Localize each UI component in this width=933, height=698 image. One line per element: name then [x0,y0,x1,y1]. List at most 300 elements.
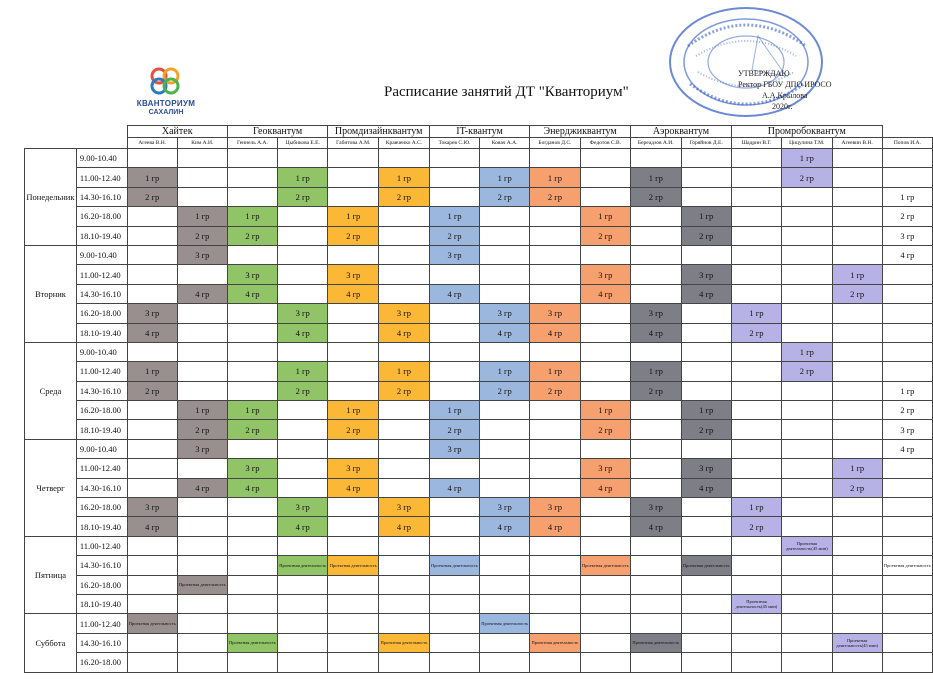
empty-cell [731,362,781,381]
empty-cell [127,653,177,672]
group-cell: 1 гр [227,207,277,226]
empty-cell [278,226,328,245]
empty-cell [227,556,277,575]
empty-cell [480,226,530,245]
empty-cell [731,245,781,264]
empty-cell [480,653,530,672]
group-cell: 4 гр [530,517,580,536]
day-cell: Среда [25,342,77,439]
teacher-header: Кравченко А.С. [379,138,430,149]
empty-cell [328,342,379,361]
empty-cell [177,265,227,284]
schedule-row [25,459,933,478]
group-cell: 4 гр [580,478,630,497]
empty-cell [882,498,932,517]
group-cell: 1 гр [530,168,580,187]
empty-cell [480,284,530,303]
schedule-row [25,342,933,361]
empty-cell [580,362,630,381]
empty-cell [429,653,479,672]
empty-cell [832,381,882,400]
group-cell: 2 гр [731,517,781,536]
group-cell: 1 гр [631,168,681,187]
empty-cell [530,478,580,497]
empty-cell [177,323,227,342]
schedule-row [25,614,933,633]
group-cell: 3 гр [530,304,580,323]
group-cell: 1 гр [328,401,379,420]
empty-cell [328,149,379,168]
group-cell: 1 гр [328,207,379,226]
empty-cell [127,536,177,555]
direction-header: Геоквантум [227,126,328,138]
empty-cell [379,478,430,497]
empty-cell [832,187,882,206]
empty-cell [631,149,681,168]
empty-cell [580,149,630,168]
group-cell: 3 гр [127,304,177,323]
schedule-row [25,265,933,284]
group-cell: 2 гр [631,381,681,400]
empty-cell [278,420,328,439]
empty-cell [127,284,177,303]
group-cell: 2 гр [530,381,580,400]
empty-cell [782,439,832,458]
empty-cell [379,149,430,168]
empty-cell [379,342,430,361]
empty-cell [127,401,177,420]
empty-cell [731,478,781,497]
empty-cell [681,362,731,381]
empty-cell [731,420,781,439]
direction-header-row [25,126,933,138]
schedule-row [25,653,933,672]
schedule-row [25,478,933,497]
group-cell: 2 гр [681,420,731,439]
empty-cell [631,245,681,264]
approval-line: Ректор ГБОУ ДПО ИРОСО [738,80,832,89]
empty-cell [227,575,277,594]
empty-cell [328,304,379,323]
group-cell: 2 гр [731,323,781,342]
empty-cell [328,633,379,652]
empty-cell [127,556,177,575]
empty-cell [782,284,832,303]
time-cell: 14.30-16.10 [76,284,127,303]
empty-cell [731,536,781,555]
group-cell: 2 гр [882,207,932,226]
teacher-header: Ковач А.А. [480,138,530,149]
empty-cell [832,614,882,633]
empty-cell [177,633,227,652]
empty-cell [177,168,227,187]
group-cell: 1 гр [177,401,227,420]
empty-cell [177,536,227,555]
teacher-header-row [25,138,933,149]
empty-cell [328,594,379,613]
empty-cell [177,517,227,536]
group-cell: 1 гр [480,168,530,187]
group-cell: 2 гр [631,187,681,206]
project-activity-cell: Проектная деятельность [681,556,731,575]
group-cell: 3 гр [530,498,580,517]
empty-cell [832,362,882,381]
empty-cell [227,536,277,555]
empty-cell [731,439,781,458]
empty-cell [681,614,731,633]
empty-cell [480,536,530,555]
empty-cell [227,304,277,323]
group-cell: 3 гр [580,459,630,478]
day-cell: Четверг [25,439,77,536]
group-cell: 4 гр [227,284,277,303]
group-cell: 1 гр [278,362,328,381]
empty-cell [731,633,781,652]
empty-cell [127,245,177,264]
empty-cell [681,245,731,264]
empty-cell [328,614,379,633]
group-cell: 1 гр [681,401,731,420]
empty-cell [631,420,681,439]
direction-header: Промробоквантум [731,126,882,138]
empty-cell [227,168,277,187]
empty-cell [631,439,681,458]
group-cell: 3 гр [882,420,932,439]
empty-cell [681,536,731,555]
empty-cell [379,226,430,245]
empty-cell [530,149,580,168]
empty-cell [379,536,430,555]
empty-cell [832,168,882,187]
group-cell: 1 гр [882,381,932,400]
empty-cell [127,439,177,458]
empty-cell [278,265,328,284]
group-cell: 4 гр [379,517,430,536]
empty-cell [530,284,580,303]
empty-cell [177,187,227,206]
group-cell: 1 гр [530,362,580,381]
empty-cell [328,168,379,187]
time-cell: 16.20-18.00 [76,207,127,226]
empty-cell [731,226,781,245]
schedule-row [25,245,933,264]
empty-cell [782,401,832,420]
empty-cell [278,342,328,361]
group-cell: 1 гр [278,168,328,187]
empty-cell [882,149,932,168]
group-cell: 2 гр [782,362,832,381]
empty-cell [731,575,781,594]
empty-cell [177,594,227,613]
group-cell: 1 гр [782,342,832,361]
empty-cell [681,381,731,400]
direction-header: Хайтек [127,126,227,138]
group-cell: 1 гр [631,362,681,381]
empty-cell [278,439,328,458]
empty-cell [127,342,177,361]
empty-cell [782,556,832,575]
empty-cell [429,517,479,536]
empty-cell [782,653,832,672]
project-activity-cell: Проектная деятельность [429,556,479,575]
group-cell: 3 гр [278,498,328,517]
group-cell: 2 гр [832,478,882,497]
group-cell: 2 гр [580,420,630,439]
empty-cell [480,149,530,168]
group-cell: 2 гр [278,381,328,400]
project-activity-cell: Проектная деятельность [127,614,177,633]
empty-cell [177,556,227,575]
group-cell: 4 гр [631,323,681,342]
schedule-row [25,226,933,245]
schedule-table [24,125,933,673]
empty-cell [681,594,731,613]
empty-cell [832,575,882,594]
empty-cell [882,265,932,284]
empty-cell [580,594,630,613]
empty-cell [429,342,479,361]
empty-cell [227,149,277,168]
group-cell: 1 гр [379,362,430,381]
schedule-row [25,187,933,206]
time-cell: 11.00-12.40 [76,536,127,555]
empty-cell [832,342,882,361]
empty-cell [580,342,630,361]
time-cell: 11.00-12.40 [76,459,127,478]
project-activity-cell: Проектная деятельность [379,633,430,652]
day-cell: Понедельник [25,149,77,246]
empty-cell [631,226,681,245]
empty-cell [580,517,630,536]
empty-cell [631,556,681,575]
empty-cell [631,342,681,361]
empty-cell [832,401,882,420]
empty-cell [328,187,379,206]
empty-cell [429,362,479,381]
group-cell: 3 гр [379,304,430,323]
group-cell: 4 гр [480,323,530,342]
group-cell: 2 гр [832,284,882,303]
empty-cell [681,323,731,342]
empty-cell [177,653,227,672]
group-cell: 3 гр [429,245,479,264]
kvantorium-logo [128,66,204,126]
empty-cell [681,575,731,594]
empty-cell [328,323,379,342]
empty-cell [882,575,932,594]
project-activity-cell: Проектная деятельность [278,556,328,575]
empty-cell [278,149,328,168]
group-cell: 4 гр [278,517,328,536]
group-cell: 3 гр [127,498,177,517]
empty-cell [127,149,177,168]
time-cell: 11.00-12.40 [76,265,127,284]
empty-cell [177,614,227,633]
empty-cell [782,633,832,652]
corner-blank [25,126,128,149]
teacher-header: Горяйнов Д.Е. [681,138,731,149]
group-cell: 2 гр [882,401,932,420]
empty-cell [480,575,530,594]
group-cell: 2 гр [227,226,277,245]
project-activity-cell: Проектная деятельность [882,556,932,575]
group-cell: 1 гр [731,498,781,517]
schedule-row [25,517,933,536]
empty-cell [278,284,328,303]
empty-cell [328,536,379,555]
empty-cell [127,575,177,594]
empty-cell [530,265,580,284]
empty-cell [832,304,882,323]
empty-cell [429,265,479,284]
group-cell: 2 гр [480,381,530,400]
schedule-row [25,498,933,517]
empty-cell [379,614,430,633]
time-cell: 14.30-16.10 [76,187,127,206]
empty-cell [429,536,479,555]
group-cell: 1 гр [681,207,731,226]
teacher-header: Федотов С.В. [580,138,630,149]
empty-cell [681,342,731,361]
group-cell: 4 гр [631,517,681,536]
group-cell: 1 гр [580,207,630,226]
empty-cell [278,653,328,672]
empty-cell [681,439,731,458]
empty-cell [631,536,681,555]
schedule-row [25,401,933,420]
group-cell: 4 гр [177,478,227,497]
empty-cell [328,653,379,672]
empty-cell [480,556,530,575]
group-cell: 3 гр [177,439,227,458]
empty-cell [227,323,277,342]
empty-cell [278,614,328,633]
group-cell: 2 гр [278,187,328,206]
empty-cell [832,517,882,536]
empty-cell [227,439,277,458]
empty-cell [631,575,681,594]
group-cell: 3 гр [480,498,530,517]
schedule-row [25,168,933,187]
teacher-header: Геннель А.А. [227,138,277,149]
empty-cell [782,304,832,323]
empty-cell [580,536,630,555]
empty-cell [429,459,479,478]
empty-cell [731,381,781,400]
schedule-row [25,362,933,381]
teacher-header: Агеева В.Н. [127,138,177,149]
empty-cell [782,420,832,439]
empty-cell [227,342,277,361]
group-cell: 4 гр [177,284,227,303]
group-cell: 1 гр [832,459,882,478]
group-cell: 2 гр [782,168,832,187]
group-cell: 1 гр [127,362,177,381]
empty-cell [227,362,277,381]
time-cell: 14.30-16.10 [76,478,127,497]
page-title: Расписание занятий ДТ "Кванториум" [384,84,629,100]
project-activity-cell: Проектная деятельность(45 мин) [731,594,781,613]
empty-cell [530,342,580,361]
empty-cell [328,498,379,517]
empty-cell [580,381,630,400]
time-cell: 14.30-16.10 [76,556,127,575]
empty-cell [882,614,932,633]
project-activity-cell: Проектная деятельность [631,633,681,652]
group-cell: 2 гр [530,187,580,206]
group-cell: 3 гр [429,439,479,458]
group-cell: 3 гр [480,304,530,323]
empty-cell [227,187,277,206]
empty-cell [227,614,277,633]
empty-cell [530,575,580,594]
empty-cell [429,614,479,633]
empty-cell [429,575,479,594]
empty-cell [278,459,328,478]
schedule-row [25,575,933,594]
schedule-row [25,594,933,613]
group-cell: 4 гр [429,284,479,303]
empty-cell [731,342,781,361]
empty-cell [480,265,530,284]
empty-cell [832,245,882,264]
empty-cell [379,594,430,613]
empty-cell [227,594,277,613]
empty-cell [379,653,430,672]
empty-cell [832,498,882,517]
empty-cell [177,498,227,517]
direction-header: IT-квантум [429,126,529,138]
empty-cell [782,323,832,342]
empty-cell [580,575,630,594]
direction-header: Промдизайнквантум [328,126,429,138]
empty-cell [782,478,832,497]
empty-cell [882,168,932,187]
empty-cell [530,556,580,575]
group-cell: 2 гр [429,420,479,439]
empty-cell [882,517,932,536]
group-cell: 3 гр [379,498,430,517]
empty-cell [328,575,379,594]
empty-cell [429,381,479,400]
empty-cell [782,226,832,245]
group-cell: 3 гр [631,498,681,517]
group-cell: 3 гр [681,459,731,478]
empty-cell [177,362,227,381]
empty-cell [580,614,630,633]
empty-cell [580,168,630,187]
group-cell: 3 гр [328,459,379,478]
empty-cell [429,323,479,342]
empty-cell [480,401,530,420]
empty-cell [631,401,681,420]
group-cell: 3 гр [278,304,328,323]
empty-cell [530,401,580,420]
group-cell: 2 гр [480,187,530,206]
empty-cell [177,381,227,400]
empty-cell [480,245,530,264]
group-cell: 4 гр [480,517,530,536]
approval-line: А.А.Крылова [762,91,808,100]
teacher-header: Токарев С.Ю. [429,138,479,149]
empty-cell [681,498,731,517]
group-cell: 4 гр [681,478,731,497]
empty-cell [580,245,630,264]
empty-cell [379,245,430,264]
schedule-row [25,556,933,575]
group-cell: 4 гр [530,323,580,342]
time-cell: 14.30-16.10 [76,633,127,652]
